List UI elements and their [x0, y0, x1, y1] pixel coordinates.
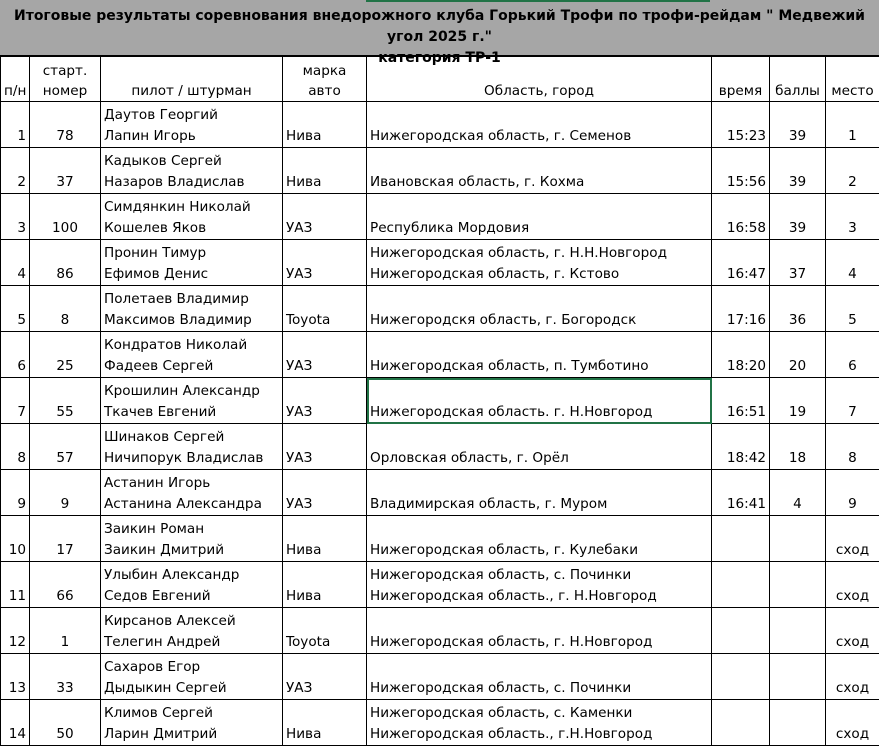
cell-num[interactable]	[1, 194, 30, 240]
cell-region-region1	[370, 381, 708, 402]
cell-car[interactable]	[283, 424, 367, 470]
cell-place-place: 7	[829, 402, 876, 423]
cell-start-number-start: 1	[33, 632, 97, 653]
cell-car[interactable]	[283, 286, 367, 332]
cell-region-region2: Нижегородская область, г. Семенов	[370, 126, 708, 147]
cell-crew[interactable]	[101, 654, 283, 700]
cell-region[interactable]	[367, 286, 712, 332]
cell-car[interactable]	[283, 654, 367, 700]
cell-points-points	[773, 586, 822, 607]
title-category: категория ТР-1	[0, 48, 879, 69]
cell-num-n: 5	[4, 310, 26, 331]
cell-car[interactable]	[283, 148, 367, 194]
title-line-1: Итоговые результаты соревнования внедорожного клуба Горький Трофи по трофи-рейдам " Медвежий угол 2025 г."	[0, 0, 879, 48]
cell-region-region2: Ивановская область, г. Кохма	[370, 172, 708, 193]
cell-region[interactable]	[367, 102, 712, 148]
cell-crew-navigator: Седов Евгений	[104, 586, 279, 607]
cell-start-number[interactable]	[30, 516, 101, 562]
cell-region-region1	[370, 427, 708, 448]
cell-num[interactable]	[1, 378, 30, 424]
cell-num-n: 9	[4, 494, 26, 515]
cell-region-region2: Нижегородская область, г. Кстово	[370, 264, 708, 285]
table-row	[1, 516, 879, 562]
header-region[interactable]: Область, город	[367, 57, 712, 102]
cell-crew-pilot: Шинаков Сергей	[104, 427, 279, 448]
cell-start-number[interactable]	[30, 470, 101, 516]
cell-place-place: 3	[829, 218, 876, 239]
cell-num[interactable]	[1, 516, 30, 562]
cell-crew-pilot: Кондратов Николай	[104, 335, 279, 356]
cell-place[interactable]	[826, 608, 879, 654]
cell-num-n: 1	[4, 126, 26, 147]
cell-crew[interactable]	[101, 194, 283, 240]
cell-place-place: 8	[829, 448, 876, 469]
cell-place-place: 6	[829, 356, 876, 377]
cell-car-car: УАЗ	[286, 678, 363, 699]
cell-points[interactable]	[770, 286, 826, 332]
cell-place-place: 2	[829, 172, 876, 193]
cell-crew-pilot: Кирсанов Алексей	[104, 611, 279, 632]
cell-points-points	[773, 724, 822, 745]
cell-crew-navigator: Ткачев Евгений	[104, 402, 279, 423]
cell-crew-navigator: Максимов Владимир	[104, 310, 279, 331]
table-row	[1, 240, 879, 286]
cell-crew-pilot: Полетаев Владимир	[104, 289, 279, 310]
cell-crew[interactable]	[101, 378, 283, 424]
cell-crew[interactable]	[101, 424, 283, 470]
cell-region[interactable]	[367, 194, 712, 240]
cell-crew[interactable]	[101, 102, 283, 148]
cell-region-region1	[370, 657, 708, 678]
cell-num-n: 11	[4, 586, 26, 607]
cell-points[interactable]	[770, 562, 826, 608]
cell-start-number[interactable]	[30, 194, 101, 240]
cell-place-place: сход	[829, 586, 876, 607]
cell-place-place: сход	[829, 678, 876, 699]
cell-points[interactable]	[770, 470, 826, 516]
cell-region-region2: Нижегородская область, г. Н.Новгород	[370, 632, 708, 653]
cell-time-time: 16:41	[715, 494, 766, 515]
cell-place-place: сход	[829, 540, 876, 561]
cell-crew-navigator: Кошелев Яков	[104, 218, 279, 239]
cell-start-number[interactable]	[30, 102, 101, 148]
table-row	[1, 102, 879, 148]
cell-region-region1	[370, 289, 708, 310]
cell-time-time: 16:51	[715, 402, 766, 423]
cell-num[interactable]	[1, 424, 30, 470]
cell-place[interactable]	[826, 148, 879, 194]
cell-car[interactable]	[283, 608, 367, 654]
cell-crew-navigator: Ефимов Денис	[104, 264, 279, 285]
cell-num-n: 2	[4, 172, 26, 193]
cell-points[interactable]	[770, 516, 826, 562]
cell-points[interactable]	[770, 654, 826, 700]
cell-points-points: 39	[773, 172, 822, 193]
cell-num-n: 3	[4, 218, 26, 239]
cell-time-time: 16:47	[715, 264, 766, 285]
cell-crew-pilot: Астанин Игорь	[104, 473, 279, 494]
cell-place[interactable]	[826, 654, 879, 700]
cell-place-place: сход	[829, 632, 876, 653]
cell-num[interactable]	[1, 148, 30, 194]
cell-points[interactable]	[770, 424, 826, 470]
cell-crew-navigator: Фадеев Сергей	[104, 356, 279, 377]
cell-points-points: 39	[773, 218, 822, 239]
header-pilot[interactable]: пилот / штурман	[101, 57, 283, 102]
cell-start-number[interactable]	[30, 378, 101, 424]
cell-points[interactable]	[770, 102, 826, 148]
cell-time[interactable]	[712, 332, 770, 378]
cell-num-n: 4	[4, 264, 26, 285]
cell-crew[interactable]	[101, 332, 283, 378]
cell-num-n: 12	[4, 632, 26, 653]
cell-region[interactable]	[367, 332, 712, 378]
cell-crew[interactable]	[101, 148, 283, 194]
table-row	[1, 608, 879, 654]
cell-car[interactable]	[283, 194, 367, 240]
cell-start-number-start: 9	[33, 494, 97, 515]
cell-car-car: УАЗ	[286, 356, 363, 377]
cell-time-time: 15:56	[715, 172, 766, 193]
table-row	[1, 654, 879, 700]
cell-start-number-start: 66	[33, 586, 97, 607]
cell-start-number[interactable]	[30, 240, 101, 286]
cell-place[interactable]	[826, 424, 879, 470]
cell-start-number-start: 25	[33, 356, 97, 377]
cell-start-number[interactable]	[30, 332, 101, 378]
cell-time[interactable]	[712, 424, 770, 470]
table-row	[1, 148, 879, 194]
cell-crew-pilot: Симдянкин Николай	[104, 197, 279, 218]
cell-num-n: 10	[4, 540, 26, 561]
cell-num-n: 8	[4, 448, 26, 469]
cell-region[interactable]	[367, 516, 712, 562]
cell-car-car: Toyota	[286, 310, 363, 331]
cell-time[interactable]	[712, 286, 770, 332]
cell-start-number[interactable]	[30, 654, 101, 700]
table-row	[1, 332, 879, 378]
cell-region-region2: Нижегородская область, п. Тумботино	[370, 356, 708, 377]
cell-place-place: 1	[829, 126, 876, 147]
cell-crew[interactable]	[101, 516, 283, 562]
cell-points-points: 36	[773, 310, 822, 331]
cell-car-car: Нива	[286, 724, 363, 745]
cell-car-car: УАЗ	[286, 448, 363, 469]
cell-num[interactable]	[1, 470, 30, 516]
cell-crew-pilot: Заикин Роман	[104, 519, 279, 540]
cell-time[interactable]	[712, 378, 770, 424]
cell-crew-pilot: Климов Сергей	[104, 703, 279, 724]
cell-car-car: УАЗ	[286, 218, 363, 239]
cell-time[interactable]	[712, 102, 770, 148]
cell-num[interactable]	[1, 654, 30, 700]
cell-start-number-start: 8	[33, 310, 97, 331]
cell-region-region1: Нижегородская область, с. Починки	[370, 565, 708, 586]
cell-points[interactable]	[770, 378, 826, 424]
cell-num[interactable]	[1, 102, 30, 148]
cell-points-points: 4	[773, 494, 822, 515]
cell-start-number[interactable]	[30, 608, 101, 654]
cell-crew-pilot: Крошилин Александр	[104, 381, 279, 402]
cell-crew-navigator: Телегин Андрей	[104, 632, 279, 653]
cell-crew-pilot: Кадыков Сергей	[104, 151, 279, 172]
cell-time[interactable]	[712, 516, 770, 562]
cell-time[interactable]	[712, 654, 770, 700]
cell-region[interactable]	[367, 240, 712, 286]
cell-start-number-start: 57	[33, 448, 97, 469]
cell-car-car: Нива	[286, 126, 363, 147]
cell-place[interactable]	[826, 470, 879, 516]
cell-points[interactable]	[770, 240, 826, 286]
cell-place[interactable]	[826, 562, 879, 608]
cell-num-n: 13	[4, 678, 26, 699]
cell-car[interactable]	[283, 332, 367, 378]
cell-start-number-start: 78	[33, 126, 97, 147]
cell-place-place: 5	[829, 310, 876, 331]
cell-start-number[interactable]	[30, 286, 101, 332]
cell-car[interactable]	[283, 240, 367, 286]
cell-place[interactable]	[826, 378, 879, 424]
cell-place-place: 9	[829, 494, 876, 515]
cell-time-time: 16:58	[715, 218, 766, 239]
cell-place-place: сход	[829, 724, 876, 745]
cell-time-time	[715, 586, 766, 607]
cell-points[interactable]	[770, 332, 826, 378]
cell-num-n: 7	[4, 402, 26, 423]
cell-start-number-start: 37	[33, 172, 97, 193]
header-start-number[interactable]: старт. номер	[30, 57, 101, 102]
cell-region[interactable]	[367, 470, 712, 516]
cell-region-region2: Нижегородская область, с. Починки	[370, 678, 708, 699]
cell-start-number-start: 86	[33, 264, 97, 285]
cell-crew-pilot: Улыбин Александр	[104, 565, 279, 586]
cell-region-region1	[370, 335, 708, 356]
table-row	[1, 194, 879, 240]
cell-region-region2: Нижегородская область, г. Кулебаки	[370, 540, 708, 561]
header-time[interactable]: время	[712, 57, 770, 102]
cell-crew-navigator: Ларин Дмитрий	[104, 724, 279, 745]
cell-time-time: 17:16	[715, 310, 766, 331]
cell-crew[interactable]	[101, 286, 283, 332]
cell-time[interactable]	[712, 562, 770, 608]
cell-region-region2: Владимирская область, г. Муром	[370, 494, 708, 515]
cell-start-number[interactable]	[30, 148, 101, 194]
cell-time[interactable]	[712, 148, 770, 194]
cell-num[interactable]	[1, 562, 30, 608]
cell-car-car: УАЗ	[286, 264, 363, 285]
cell-num[interactable]	[1, 332, 30, 378]
cell-points-points	[773, 540, 822, 561]
cell-region-region1	[370, 197, 708, 218]
cell-points-points: 39	[773, 126, 822, 147]
cell-num[interactable]	[1, 286, 30, 332]
results-title-banner	[0, 0, 879, 56]
cell-region[interactable]	[367, 562, 712, 608]
cell-region-region1	[370, 151, 708, 172]
cell-crew-navigator: Астанина Александра	[104, 494, 279, 515]
cell-crew-navigator: Заикин Дмитрий	[104, 540, 279, 561]
cell-region-region2: Нижегородская область. г. Н.Новгород	[370, 402, 708, 423]
cell-crew-pilot: Даутов Георгий	[104, 105, 279, 126]
cell-time-time	[715, 632, 766, 653]
cell-start-number-start: 55	[33, 402, 97, 423]
cell-region[interactable]	[367, 378, 712, 424]
cell-car-car: Toyota	[286, 632, 363, 653]
cell-time-time	[715, 540, 766, 561]
cell-time-time: 15:23	[715, 126, 766, 147]
cell-place[interactable]	[826, 102, 879, 148]
cell-points-points	[773, 678, 822, 699]
cell-car[interactable]	[283, 102, 367, 148]
cell-car-car: УАЗ	[286, 402, 363, 423]
cell-start-number-start: 17	[33, 540, 97, 561]
selection-indicator	[366, 0, 710, 2]
cell-start-number-start: 33	[33, 678, 97, 699]
cell-region[interactable]	[367, 608, 712, 654]
cell-region-region2: Нижегородская область., г.Н.Новгород	[370, 724, 708, 745]
cell-points[interactable]	[770, 194, 826, 240]
cell-crew-navigator: Дыдыкин Сергей	[104, 678, 279, 699]
cell-num[interactable]	[1, 240, 30, 286]
cell-crew[interactable]	[101, 562, 283, 608]
cell-num-n: 14	[4, 724, 26, 745]
cell-points[interactable]	[770, 148, 826, 194]
table-row	[1, 424, 879, 470]
cell-time-time	[715, 678, 766, 699]
cell-crew-pilot: Сахаров Егор	[104, 657, 279, 678]
cell-crew[interactable]	[101, 470, 283, 516]
cell-num[interactable]	[1, 608, 30, 654]
cell-car[interactable]	[283, 378, 367, 424]
table-row	[1, 286, 879, 332]
cell-region-region1	[370, 473, 708, 494]
header-row	[1, 57, 879, 102]
cell-region-region2: Орловская область, г. Орёл	[370, 448, 708, 469]
cell-num-n: 6	[4, 356, 26, 377]
cell-region[interactable]	[367, 654, 712, 700]
cell-car[interactable]	[283, 562, 367, 608]
cell-region-region2: Нижегородская область., г. Н.Новгород	[370, 586, 708, 607]
cell-crew-navigator: Ничипорук Владислав	[104, 448, 279, 469]
cell-region[interactable]	[367, 424, 712, 470]
cell-place[interactable]	[826, 332, 879, 378]
cell-points-points: 18	[773, 448, 822, 469]
cell-region-region2: Нижегородскя область, г. Богородск	[370, 310, 708, 331]
cell-car-car: УАЗ	[286, 494, 363, 515]
cell-points-points	[773, 632, 822, 653]
cell-crew-pilot: Пронин Тимур	[104, 243, 279, 264]
cell-time[interactable]	[712, 240, 770, 286]
cell-time[interactable]	[712, 608, 770, 654]
cell-region[interactable]	[367, 148, 712, 194]
header-car[interactable]: марка авто	[283, 57, 367, 102]
header-points[interactable]: баллы	[770, 57, 826, 102]
cell-car-car: Нива	[286, 172, 363, 193]
table-row	[1, 470, 879, 516]
cell-time-time: 18:42	[715, 448, 766, 469]
header-num[interactable]: п/н	[1, 57, 30, 102]
cell-start-number[interactable]	[30, 562, 101, 608]
cell-region-region1: Нижегородская область, с. Каменки	[370, 703, 708, 724]
cell-time[interactable]	[712, 194, 770, 240]
cell-car[interactable]	[283, 516, 367, 562]
cell-start-number-start: 100	[33, 218, 97, 239]
cell-time[interactable]	[712, 470, 770, 516]
cell-car-car: Нива	[286, 540, 363, 561]
cell-car-car: Нива	[286, 586, 363, 607]
cell-start-number[interactable]	[30, 424, 101, 470]
cell-place[interactable]	[826, 194, 879, 240]
cell-points[interactable]	[770, 608, 826, 654]
cell-crew-navigator: Лапин Игорь	[104, 126, 279, 147]
cell-time-time	[715, 724, 766, 745]
cell-place-place: 4	[829, 264, 876, 285]
header-place[interactable]: место	[826, 57, 879, 102]
table-row	[1, 562, 879, 608]
cell-crew-navigator: Назаров Владислав	[104, 172, 279, 193]
cell-place[interactable]	[826, 286, 879, 332]
results-table	[0, 56, 879, 746]
cell-region-region2: Республика Мордовия	[370, 218, 708, 239]
cell-crew[interactable]	[101, 240, 283, 286]
cell-place[interactable]	[826, 240, 879, 286]
cell-region-region1	[370, 105, 708, 126]
cell-time-time: 18:20	[715, 356, 766, 377]
cell-points-points: 37	[773, 264, 822, 285]
cell-start-number-start: 50	[33, 724, 97, 745]
table-row	[1, 378, 879, 424]
cell-place[interactable]	[826, 516, 879, 562]
cell-crew[interactable]	[101, 608, 283, 654]
cell-car[interactable]	[283, 470, 367, 516]
cell-points-points: 19	[773, 402, 822, 423]
cell-region-region1	[370, 611, 708, 632]
cell-region-region1	[370, 519, 708, 540]
cell-points-points: 20	[773, 356, 822, 377]
cell-region-region1: Нижегородская область, г. Н.Н.Новгород	[370, 243, 708, 264]
